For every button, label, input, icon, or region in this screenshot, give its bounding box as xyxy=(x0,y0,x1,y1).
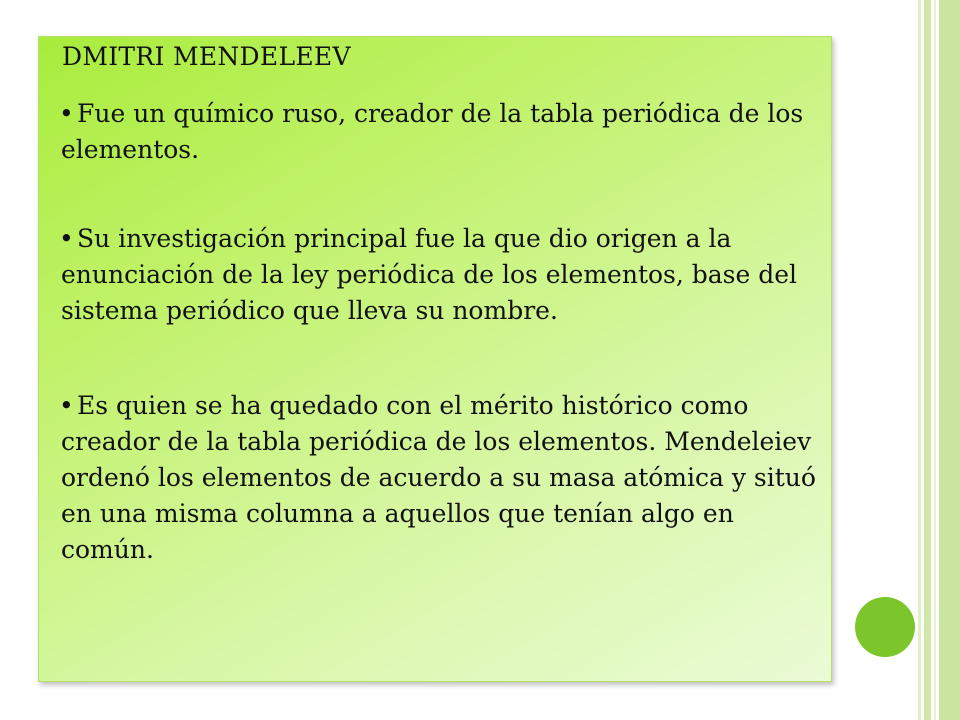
decorative-stripe xyxy=(924,0,931,720)
bullet-paragraph-1 xyxy=(61,96,821,168)
slide-title: DMITRI MENDELEEV xyxy=(62,42,351,71)
bullet-icon: • xyxy=(59,224,74,253)
bullet-paragraph-2 xyxy=(61,221,821,329)
decorative-stripe xyxy=(934,0,936,720)
bullet-text-2: Su investigación principal fue la que dio origen a la enunciación de la ley periódica de los elementos, base del sistema periódico que lleva su nombre. xyxy=(61,224,798,325)
decorative-stripe xyxy=(939,0,960,720)
bullet-icon: • xyxy=(59,99,74,128)
decorative-stripe xyxy=(918,0,921,720)
bullet-text-1: Fue un químico ruso, creador de la tabla periódica de los elementos. xyxy=(61,99,804,164)
bullet-paragraph-3 xyxy=(61,388,821,568)
decorative-circle-icon xyxy=(855,597,915,657)
bullet-icon: • xyxy=(59,391,74,420)
bullet-text-3: Es quien se ha quedado con el mérito histórico como creador de la tabla periódica de los elementos. Mendeleiev ordenó los elementos de acuerdo a su masa atómica y situó en una misma columna a aquellos que tenían algo en común. xyxy=(61,391,816,564)
